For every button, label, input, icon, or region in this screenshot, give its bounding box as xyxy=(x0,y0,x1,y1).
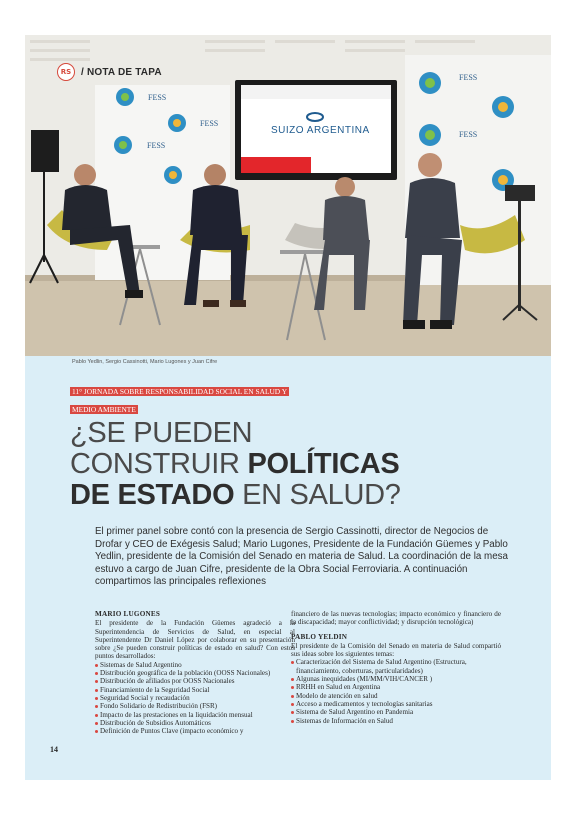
photo-caption: Pablo Yedlin, Sergio Cassinotti, Mario Lugones y Juan Cifre xyxy=(72,359,218,365)
fess-label: FESS xyxy=(459,130,478,139)
lugones-topic-list xyxy=(95,661,295,736)
continued-text: financiero de las nuevas tecnologías; impacto económico y financiero de la discapacidad; mayor conflictividad; y disrupción tecnológica) xyxy=(291,610,501,627)
list-item: Financiamiento de la Seguridad Social xyxy=(95,686,295,694)
list-item: Sistemas de Salud Argentino xyxy=(95,661,295,669)
list-item: RRHH en Salud en Argentina xyxy=(291,683,501,691)
title-line-3-light: EN SALUD? xyxy=(234,479,401,511)
event-photo xyxy=(25,35,551,356)
title-line-3-bold: DE ESTADO xyxy=(70,479,235,511)
list-item: Seguridad Social y recaudación xyxy=(95,694,295,702)
fess-label: FESS xyxy=(148,93,167,102)
section-header xyxy=(57,63,162,81)
panel-photo-illustration xyxy=(25,35,551,356)
list-item: Sistema de Salud Argentino en Pandemia xyxy=(291,708,501,716)
page-number: 14 xyxy=(50,745,58,754)
list-item: Sistemas de Información en Salud xyxy=(291,717,501,725)
title-line-2-bold: POLÍTICAS xyxy=(247,448,400,480)
section-label: / NOTA DE TAPA xyxy=(81,66,162,78)
section-heading-lugones: MARIO LUGONES xyxy=(95,610,161,618)
list-item: Distribución de Subsidios Automáticos xyxy=(95,719,295,727)
list-item: Acceso a medicamentos y tecnologías sanitarias xyxy=(291,700,501,708)
column-right xyxy=(291,610,501,725)
yeldin-paragraph: El presidente de la Comisión del Senado en materia de Salud compartió sus ideas sobre los siguientes temas: xyxy=(291,641,501,659)
yeldin-topic-list xyxy=(291,658,501,724)
kicker-text: 11° JORNADA SOBRE RESPONSABILIDAD SOCIAL EN SALUD Y MEDIO AMBIENTE xyxy=(72,387,288,414)
list-item: Fondo Solidario de Redistribución (FSR) xyxy=(95,702,295,710)
rs-logo-badge: RS xyxy=(57,63,75,81)
title-line-2-light: CONSTRUIR xyxy=(70,448,248,480)
article-intro: El primer panel sobre contó con la presencia de Sergio Cassinotti, director de Negocios de Drofar y CEO de Exégesis Salud; Mario Lugones, Presidente de la Fundación Güemes y Pablo Yedlin, presidente de la Comisión del Senado en materia de Salud. La coordinación de la mesa estuvo a cargo de Juan Cifre, presidente de la Obra Social Ferroviaria. A continuación compartimos las principales reflexiones xyxy=(95,526,509,588)
list-item: Caracterización del Sistema de Salud Argentino (Estructura, financiamiento, coberturas, particularidades) xyxy=(291,658,501,675)
list-item: Distribución geográfica de la población (OOSS Nacionales) xyxy=(95,669,295,677)
column-left xyxy=(95,610,295,735)
list-item: Distribución de afiliados por OOSS Nacionales xyxy=(95,677,295,685)
title-line-1: ¿SE PUEDEN xyxy=(70,417,253,449)
article-kicker xyxy=(70,381,300,417)
section-heading-yeldin: PABLO YELDIN xyxy=(291,632,348,641)
fess-label: FESS xyxy=(200,119,219,128)
list-item: Impacto de las prestaciones en la liquidación mensual xyxy=(95,711,295,719)
fess-label: FESS xyxy=(459,73,478,82)
list-item: Definición de Puntos Clave (impacto económico y xyxy=(95,727,295,735)
lugones-paragraph: El presidente de la Fundación Güemes agradeció a la Superintendencia de Servicios de Salud, en especial al Superintendente Dr Daniel López por colaborar en su presentación sobre ¿Se pueden construir políticas de estado en salud? Con estos puntos desarrollados: xyxy=(95,619,295,661)
article-title xyxy=(70,418,500,511)
magazine-page xyxy=(25,35,551,780)
screen-logo-text: SUIZO ARGENTINA xyxy=(271,125,370,136)
fess-label: FESS xyxy=(147,141,166,150)
list-item: Modelo de atención en salud xyxy=(291,692,501,700)
list-item: Algunas inequidades (MI/MM/VIH/CANCER ) xyxy=(291,675,501,683)
